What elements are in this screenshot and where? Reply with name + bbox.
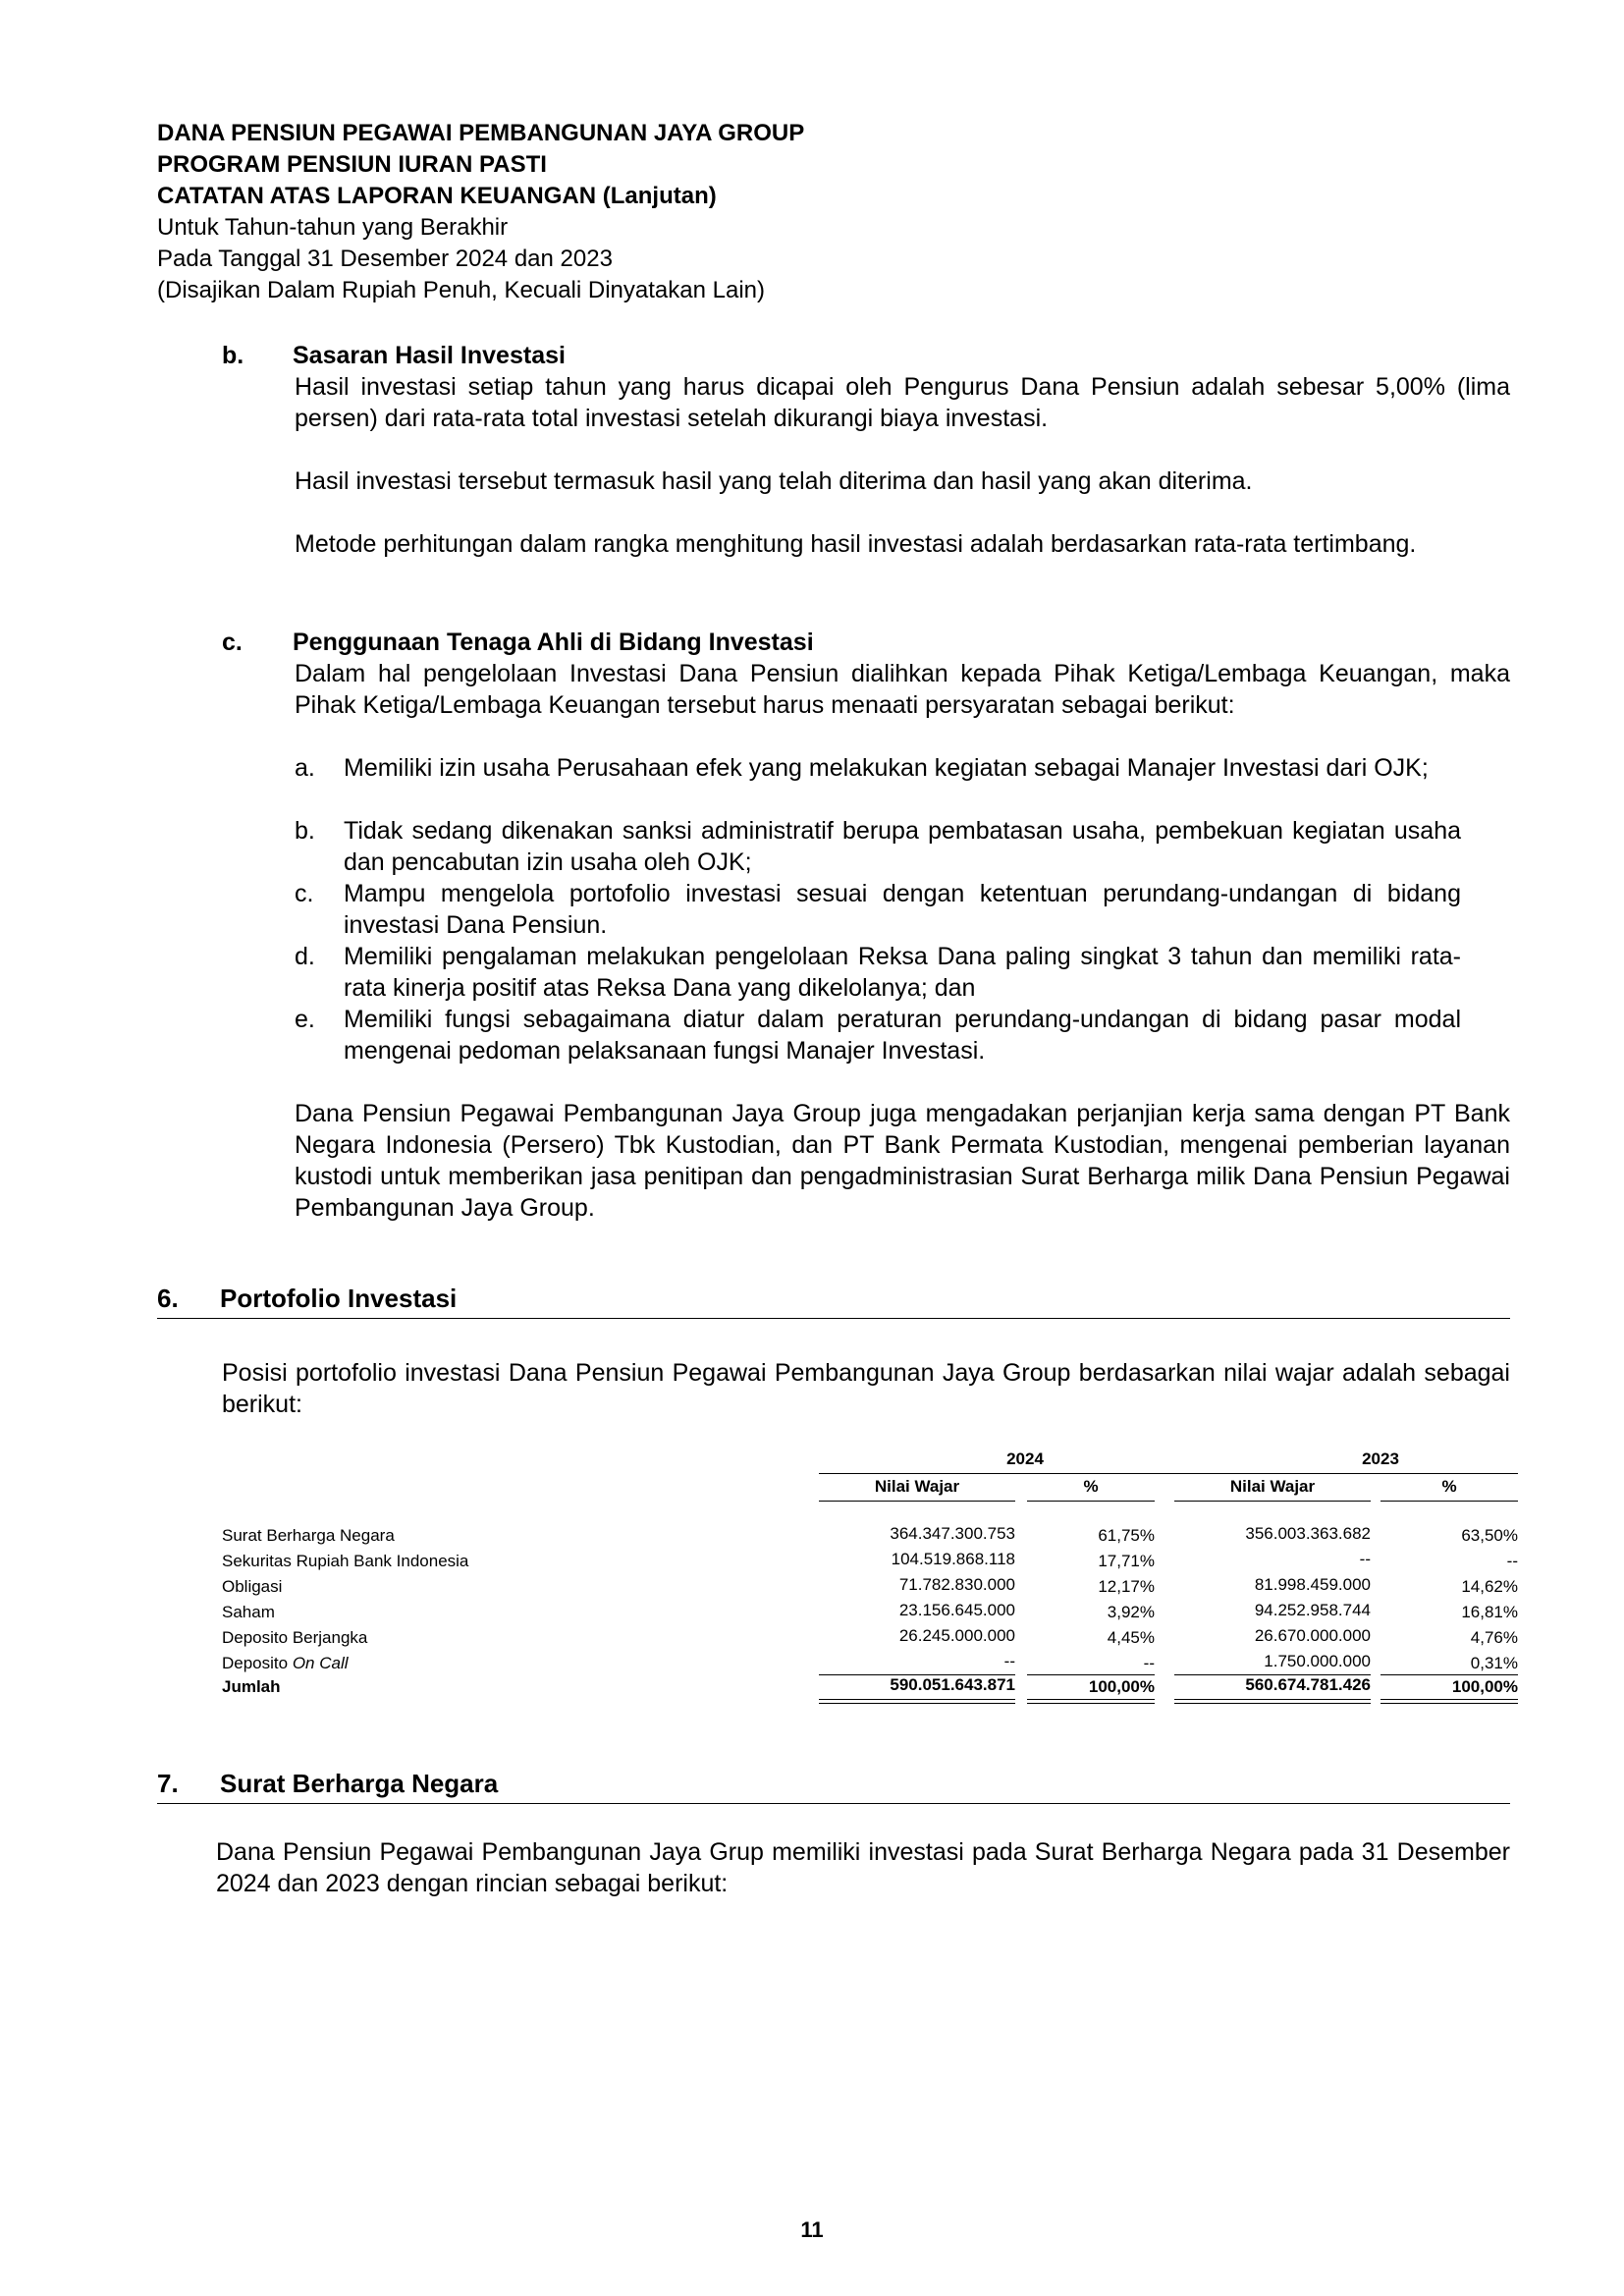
row-label [222, 1654, 349, 1673]
portfolio-table [222, 1444, 1516, 1709]
value-2024: 23.156.645.000 [898, 1601, 1015, 1619]
document-header [157, 118, 1512, 306]
pct-2023: 4,76% [1470, 1628, 1518, 1647]
double-rule [1027, 1703, 1155, 1704]
pct-2024: 12,17% [1098, 1577, 1155, 1596]
section-6-intro: Posisi portofolio investasi Dana Pensiun Pegawai Pembangunan Jaya Group berdasarkan nilai wajar adalah sebagai berikut: [222, 1359, 1510, 1418]
col-header-pct-2024: % [1083, 1477, 1099, 1496]
section-7-heading [157, 1768, 1510, 1804]
value-2024: 71.782.830.000 [898, 1575, 1015, 1594]
list-text: Memiliki izin usaha Perusahaan efek yang melakukan kegiatan sebagai Manajer Investasi dari OJK; [344, 754, 1429, 782]
table-year-2023: 2023 [1362, 1449, 1399, 1468]
col-header-value-2023: Nilai Wajar [1229, 1477, 1316, 1496]
section-7-title: Surat Berharga Negara [220, 1769, 499, 1798]
value-2024: 364.347.300.753 [890, 1524, 1015, 1543]
section-6-heading [157, 1283, 1510, 1319]
pct-2023: 14,62% [1461, 1577, 1518, 1596]
double-rule [1174, 1699, 1371, 1700]
row-label: Saham [222, 1603, 275, 1621]
row-label-text: Deposito [222, 1654, 293, 1672]
year-2024-rule [819, 1473, 1231, 1474]
section-7-number: 7. [157, 1769, 179, 1798]
subtotal-rule [1027, 1674, 1155, 1675]
col-rule [1027, 1501, 1155, 1502]
pct-2023: 16,81% [1461, 1603, 1518, 1621]
list-item [295, 1004, 1510, 1066]
section-6-title: Portofolio Investasi [220, 1284, 458, 1313]
pct-2024: -- [1143, 1654, 1155, 1672]
subtotal-rule [1380, 1674, 1518, 1675]
page-number: 11 [800, 2217, 824, 2242]
row-label: Obligasi [222, 1577, 283, 1596]
list-text: Memiliki fungsi sebagaimana diatur dalam peraturan perundang-undangan di bidang pasar modal mengenai pedoman pelaksanaan fungsi Manajer Investasi. [344, 1006, 1461, 1065]
col-header-value-2024: Nilai Wajar [874, 1477, 960, 1496]
section-b-paragraph-1: Hasil investasi setiap tahun yang harus dicapai oleh Pengurus Dana Pensiun adalah sebesar 5,00% (lima persen) dari rata-rata total investasi setelah dikurangi biaya investasi. [295, 373, 1510, 432]
col-rule [1174, 1501, 1371, 1502]
pct-2024: 61,75% [1098, 1526, 1155, 1545]
value-2023: 356.003.363.682 [1245, 1524, 1371, 1543]
value-2024: 104.519.868.118 [891, 1550, 1015, 1568]
pct-2024: 17,71% [1098, 1552, 1155, 1570]
row-label: Deposito Berjangka [222, 1628, 368, 1647]
row-label-italic: On Call [292, 1654, 349, 1672]
list-text: Memiliki pengalaman melakukan pengelolaan Reksa Dana paling singkat 3 tahun dan memiliki rata-rata kinerja positif atas Reksa Dana yang dikelolanya; dan [344, 943, 1461, 1002]
section-c-closing: Dana Pensiun Pegawai Pembangunan Jaya Group juga mengadakan perjanjian kerja sama dengan PT Bank Negara Indonesia (Persero) Tbk Kustodian, dan PT Bank Permata Kustodian, mengenai pemberian layanan kustodi untuk memberikan jasa penitipan dan pengadministrasian Surat Berharga milik Dana Pensiun Pegawai Pembangunan Jaya Group. [295, 1100, 1510, 1222]
list-marker: b. [295, 817, 315, 845]
pct-2023: 0,31% [1470, 1654, 1518, 1672]
value-2024: -- [1003, 1652, 1015, 1670]
list-marker: e. [295, 1006, 315, 1033]
list-text: Tidak sedang dikenakan sanksi administratif berupa pembatasan usaha, pembekuan kegiatan usaha dan pencabutan izin usaha oleh OJK; [344, 817, 1461, 876]
pct-2024: 3,92% [1107, 1603, 1155, 1621]
section-6-number: 6. [157, 1284, 179, 1313]
double-rule [1380, 1699, 1518, 1700]
section-b-paragraph-3: Metode perhitungan dalam rangka menghitung hasil investasi adalah berdasarkan rata-rata tertimbang. [295, 530, 1417, 558]
value-2024: 26.245.000.000 [898, 1626, 1015, 1645]
header-report-title: CATATAN ATAS LAPORAN KEUANGAN (Lanjutan) [157, 183, 717, 209]
value-2023: 26.670.000.000 [1254, 1626, 1371, 1645]
double-rule [1174, 1703, 1371, 1704]
year-2023-rule [1174, 1473, 1518, 1474]
total-value-2023: 560.674.781.426 [1245, 1675, 1371, 1694]
table-year-2024: 2024 [1006, 1449, 1044, 1468]
header-program: PROGRAM PENSIUN IURAN PASTI [157, 151, 547, 178]
double-rule [819, 1703, 1015, 1704]
pct-2023: 63,50% [1461, 1526, 1518, 1545]
total-value-2024: 590.051.643.871 [890, 1675, 1015, 1694]
list-item [295, 941, 1510, 1004]
value-2023: 1.750.000.000 [1264, 1652, 1371, 1670]
section-c-letter: c. [222, 629, 243, 656]
value-2023: -- [1359, 1550, 1371, 1568]
section-7-intro: Dana Pensiun Pegawai Pembangunan Jaya Grup memiliki investasi pada Surat Berharga Negara pada 31 Desember 2024 dan 2023 dengan rincian sebagai berikut: [216, 1838, 1510, 1897]
row-label: Sekuritas Rupiah Bank Indonesia [222, 1552, 469, 1570]
list-item [295, 878, 1510, 941]
section-b-letter: b. [222, 342, 244, 369]
section-b-paragraph-2: Hasil investasi tersebut termasuk hasil yang telah diterima dan hasil yang akan diterima. [295, 467, 1253, 495]
col-header-pct-2023: % [1441, 1477, 1457, 1496]
header-period-line2: Pada Tanggal 31 Desember 2024 dan 2023 [157, 246, 613, 272]
section-b-title: Sasaran Hasil Investasi [293, 342, 566, 369]
double-rule [1027, 1699, 1155, 1700]
total-pct-2023: 100,00% [1451, 1677, 1518, 1696]
col-rule [819, 1501, 1015, 1502]
value-2023: 94.252.958.744 [1254, 1601, 1371, 1619]
list-item [295, 815, 1510, 878]
header-company: DANA PENSIUN PEGAWAI PEMBANGUNAN JAYA GROUP [157, 120, 805, 146]
header-currency-note: (Disajikan Dalam Rupiah Penuh, Kecuali Dinyatakan Lain) [157, 277, 765, 303]
row-label: Surat Berharga Negara [222, 1526, 395, 1545]
section-c-title: Penggunaan Tenaga Ahli di Bidang Investasi [293, 629, 814, 656]
double-rule [819, 1699, 1015, 1700]
section-c-intro: Dalam hal pengelolaan Investasi Dana Pensiun dialihkan kepada Pihak Ketiga/Lembaga Keuangan, maka Pihak Ketiga/Lembaga Keuangan tersebut harus menaati persyaratan sebagai berikut: [295, 660, 1510, 719]
value-2023: 81.998.459.000 [1254, 1575, 1371, 1594]
list-marker: d. [295, 943, 315, 970]
col-rule [1380, 1501, 1518, 1502]
list-item [295, 752, 1510, 815]
pct-2024: 4,45% [1107, 1628, 1155, 1647]
header-period-line1: Untuk Tahun-tahun yang Berakhir [157, 214, 509, 241]
total-label: Jumlah [222, 1677, 281, 1696]
list-text: Mampu mengelola portofolio investasi sesuai dengan ketentuan perundang-undangan di bidang investasi Dana Pensiun. [344, 880, 1461, 939]
list-marker: a. [295, 754, 315, 782]
double-rule [1380, 1703, 1518, 1704]
pct-2023: -- [1506, 1552, 1518, 1570]
total-pct-2024: 100,00% [1088, 1677, 1155, 1696]
list-marker: c. [295, 880, 314, 907]
